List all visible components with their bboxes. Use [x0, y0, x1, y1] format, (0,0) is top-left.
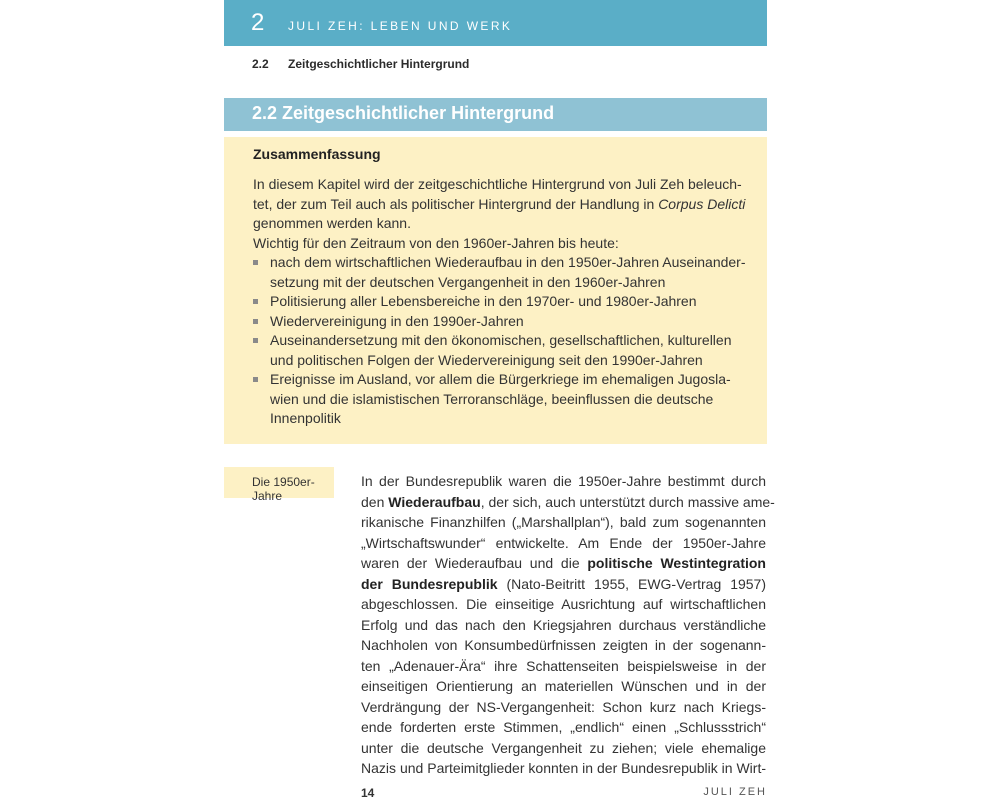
chapter-title: JULI ZEH: LEBEN UND WERK [288, 19, 513, 33]
text-line [361, 471, 766, 492]
text-line [361, 758, 766, 779]
text-line [361, 697, 766, 718]
list-item-text: Ereignisse im Ausland, vor allem die Bürgerkriege im ehemaligen Jugosla- [270, 371, 731, 387]
bold-term: politische Westintegration [587, 555, 766, 571]
page-number: 14 [361, 786, 375, 800]
summary-box [224, 137, 767, 444]
square-bullet-icon [253, 319, 258, 324]
text-fragment: Verdrängung der NS-Vergangenheit: Schon kurz nach Kriegs- [361, 698, 766, 715]
text-line [361, 656, 766, 677]
list-item-text: Innenpolitik [270, 410, 341, 426]
text-line [361, 574, 766, 595]
bold-term: der Bundesrepublik [361, 575, 498, 592]
summary-heading: Zusammenfassung [253, 146, 381, 162]
list-item-text: und politischen Folgen der Wiedervereinigung seit den 1990er-Jahren [270, 351, 703, 368]
text-line [361, 635, 766, 656]
text-fragment: unter die deutsche Vergangenheit zu ziehen; viele ehemalige [361, 739, 766, 756]
chapter-number: 2 [251, 9, 265, 36]
text-fragment: rikanische Finanzhilfen („Marshallplan“), bald zum sogenannten [361, 514, 766, 530]
body-text [361, 471, 775, 779]
list-item-text: nach dem wirtschaftlichen Wiederaufbau in den 1950er-Jahren Auseinander- [270, 254, 746, 270]
section-title-bar [224, 98, 767, 131]
list-item [253, 331, 763, 370]
text-fragment: Erfolg und das nach den Kriegsjahren durchaus verständliche [361, 616, 766, 633]
list-item [253, 370, 763, 429]
text-fragment: den [361, 493, 389, 510]
running-head [252, 57, 469, 71]
text-fragment: In der Bundesrepublik waren die 1950er-Jahre bestimmt durch [361, 473, 766, 489]
book-title-italic: Corpus Delicti [658, 195, 746, 212]
square-bullet-icon [253, 299, 258, 304]
margin-label [224, 467, 334, 503]
text-line [361, 594, 766, 615]
running-section-title: Zeitgeschichtlicher Hintergrund [288, 57, 470, 71]
summary-period-intro: Wichtig für den Zeitraum von den 1960er-Jahren bis heute: [253, 234, 619, 251]
text-fragment: Nazis und Parteimitglieder konnten in der Bundesrepublik in Wirt- [361, 760, 766, 776]
book-page [224, 0, 775, 800]
chapter-header-bar [224, 0, 767, 46]
list-item [253, 292, 763, 312]
list-item-text: setzung mit der deutschen Vergangenheit in den 1960er-Jahren [270, 273, 666, 290]
list-item-text: Politisierung aller Lebensbereiche in den 1970er- und 1980er-Jahren [270, 293, 697, 309]
text-line [361, 553, 766, 574]
margin-label-text: Die 1950er-Jahre [252, 475, 315, 503]
text-line [361, 512, 766, 533]
text-fragment: ende forderten erste Stimmen, „endlich“ einen „Schlussstrich“ [361, 719, 766, 735]
text-fragment: , der sich, auch unterstützt durch massive ame- [480, 493, 775, 510]
text-line [361, 615, 766, 636]
text-line [361, 738, 766, 759]
list-item-text: Auseinandersetzung mit den ökonomischen, gesellschaftlichen, kulturellen [270, 332, 732, 348]
text-fragment: ten „Adenauer-Ära“ ihre Schattenseiten beispielsweise in der [361, 657, 766, 674]
summary-bullet-list [253, 253, 763, 429]
square-bullet-icon [253, 260, 258, 265]
bold-term: Wiederaufbau [388, 493, 481, 510]
summary-intro-line: genommen werden kann. [253, 215, 411, 231]
summary-intro-line: tet, der zum Teil auch als politischer Hintergrund der Handlung in [253, 195, 659, 212]
text-fragment: einseitigen Orientierung an materiellen Wünschen und in der [361, 678, 766, 694]
list-item-text: Wiedervereinigung in den 1990er-Jahren [270, 312, 524, 329]
text-line [361, 533, 766, 554]
text-fragment: Nachholen von Konsumbedürfnissen zeigten in der sogenann- [361, 637, 766, 653]
square-bullet-icon [253, 338, 258, 343]
list-item [253, 253, 763, 292]
text-line [361, 492, 775, 513]
text-fragment: (Nato-Beitritt 1955, EWG-Vertrag 1957) [497, 575, 766, 592]
text-line [361, 676, 766, 697]
summary-intro [253, 175, 763, 234]
text-fragment: „Wirtschaftswunder“ entwickelte. Am Ende der 1950er-Jahre [361, 534, 766, 551]
summary-body [253, 175, 763, 429]
list-item [253, 312, 763, 332]
text-fragment: waren der Wiederaufbau und die [361, 555, 588, 571]
running-section-number: 2.2 [252, 57, 269, 71]
list-item-text: wien und die islamistischen Terroranschläge, beeinflussen die deutsche [270, 390, 714, 407]
footer-author: JULI ZEH [703, 786, 767, 798]
square-bullet-icon [253, 377, 258, 382]
text-line [361, 717, 766, 738]
text-fragment: abgeschlossen. Die einseitige Ausrichtung auf wirtschaftlichen [361, 596, 766, 612]
section-title: 2.2 Zeitgeschichtlicher Hintergrund [252, 103, 555, 123]
summary-intro-line: In diesem Kapitel wird der zeitgeschichtliche Hintergrund von Juli Zeh beleuch- [253, 176, 742, 192]
